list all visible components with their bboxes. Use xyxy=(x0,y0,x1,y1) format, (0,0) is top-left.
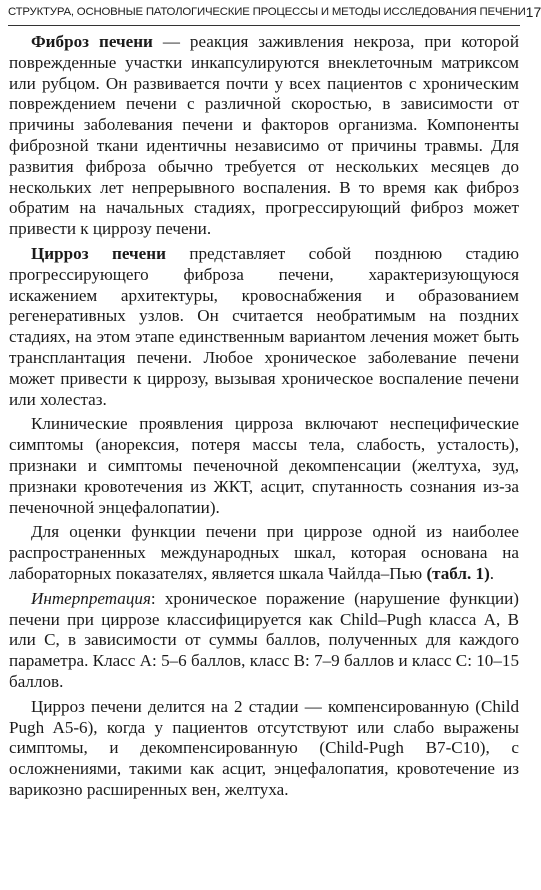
body-text xyxy=(9,32,519,805)
page-number: 17 xyxy=(525,4,541,20)
paragraph-stages-text: Цирроз печени делится на 2 стадии — компенсированную (Child Pugh A5-6), когда у пациентов отсутствуют или слабо выражены симптомы, и декомпенсированную (Child-Pugh B7-C10), с осложнениями, такими как асцит, энцефалопатия, кровотечение из варикозно расширенных вен, желтуха. xyxy=(9,696,519,799)
paragraph-stages xyxy=(9,697,519,801)
running-head xyxy=(0,0,541,24)
paragraph-assessment-end: . xyxy=(489,563,495,583)
paragraph-fibrosis-text: — реакция заживления некроза, при которой поврежденные участки инкапсулируются внеклеточным матриксом или рубцом. Он развивается почти у всех пациентов с хроническим повреждением печени с различной скоростью, в зависимости от причины заболевания печени и факторов организма. Компоненты фиброзной ткани идентичны независимо от причины травмы. Для развития фиброза обычно требуется от нескольких месяцев до нескольких лет непрерывного воспаления. В то время как фиброз обратим на начальных стадиях, прогрессирующий фиброз может привести к циррозу печени. xyxy=(9,32,519,239)
paragraph-interpretation-text: : хроническое поражение (нарушение функции) печени при циррозе классифицируется как Child–Pugh класса A, B или C, в зависимости от суммы баллов, полученных для каждого параметра. Класс A: 5–6 баллов, класс B: 7–9 баллов и класс C: 10–15 баллов. xyxy=(9,588,519,691)
paragraph-assessment xyxy=(9,522,519,584)
table-reference: (табл. 1) xyxy=(426,563,490,583)
interpretation-label: Интерпретация xyxy=(31,588,151,608)
paragraph-cirrhosis xyxy=(9,244,519,410)
paragraph-cirrhosis-text: представляет собой позднюю стадию прогрессирующего фиброза печени, характеризующуюся искажением архитектуры, кровоснабжения и образованием регенеративных узлов. Он считается необратимым на поздних стадиях, на этом этапе единственным вариантом лечения может быть трансплантация печени. Любое хроническое заболевание печени может привести к циррозу, вызывая хроническое воспаление печени или холестаз. xyxy=(9,243,519,409)
paragraph-fibrosis xyxy=(9,32,519,240)
paragraph-interpretation xyxy=(9,589,519,693)
paragraph-assessment-text: Для оценки функции печени при циррозе одной из наиболее распространенных международных шкал, которая основана на лабораторных показателях, является шкала Чайлда–Пью xyxy=(9,522,519,583)
paragraph-clinical xyxy=(9,414,519,518)
term-cirrhosis: Цирроз печени xyxy=(31,243,166,263)
header-rule xyxy=(8,25,520,26)
paragraph-clinical-text: Клинические проявления цирроза включают неспецифические симптомы (анорексия, потеря массы тела, слабость, усталость), признаки и симптомы печеночной декомпенсации (желтуха, зуд, признаки кровотечения из ЖКТ, асцит, спутанность сознания из-за печеночной энцефалопатии). xyxy=(9,414,519,517)
running-title: СТРУКТУРА, ОСНОВНЫЕ ПАТОЛОГИЧЕСКИЕ ПРОЦЕССЫ И МЕТОДЫ ИССЛЕДОВАНИЯ ПЕЧЕНИ xyxy=(8,6,526,18)
term-fibrosis: Фиброз печени xyxy=(31,32,153,51)
